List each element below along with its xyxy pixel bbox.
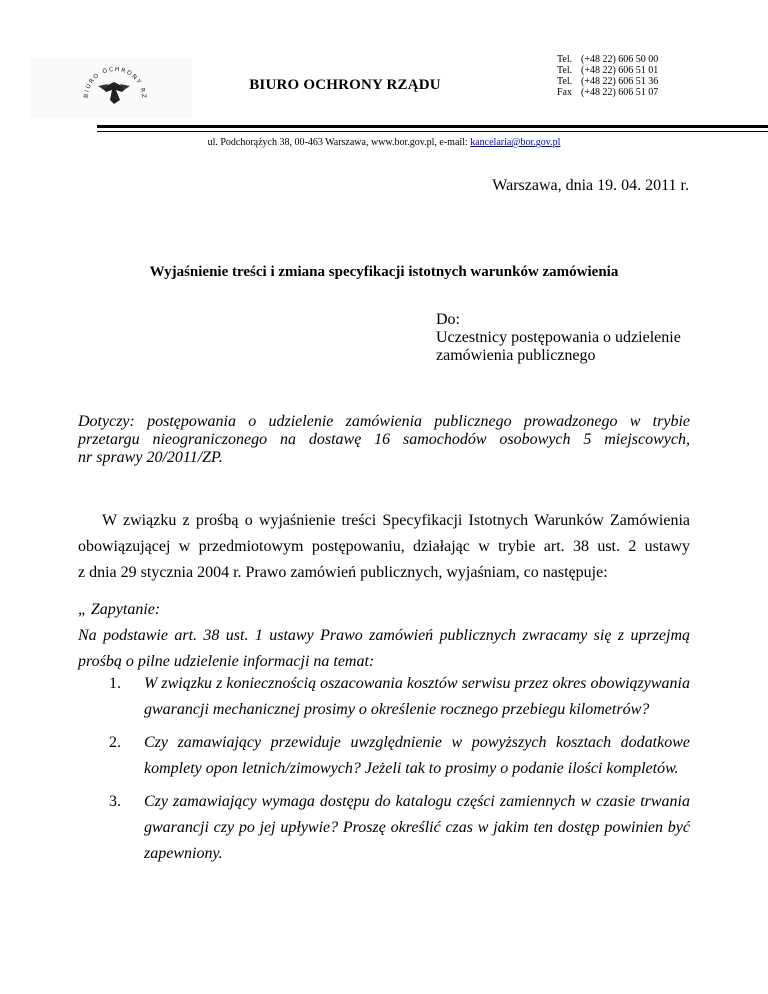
subject-paragraph	[78, 413, 690, 467]
subject-line: nr sprawy 20/2011/ZP.	[78, 449, 223, 466]
contact-value: (+48 22) 606 51 07	[581, 87, 659, 98]
contact-row	[557, 65, 658, 76]
contact-value: (+48 22) 606 51 01	[581, 65, 659, 76]
list-item	[78, 671, 690, 723]
email-link[interactable]: kancelaria@bor.gov.pl	[470, 137, 561, 148]
query-intro	[78, 597, 690, 675]
list-item	[78, 789, 690, 867]
list-item-line: komplety opon letnich/zimowych? Jeżeli tak to prosimy o podanie ilości kompletów.	[144, 760, 679, 777]
contact-list	[557, 54, 658, 98]
body-line: obowiązującej w przedmiotowym postępowaniu, działając w trybie art. 38 ust. 2 ustawy	[78, 538, 690, 555]
list-item-line: zapewniony.	[144, 845, 223, 862]
list-item-line: W związku z koniecznością oszacowania kosztów serwisu przez okres obowiązywania	[144, 675, 690, 692]
list-item-number: 3.	[109, 793, 121, 810]
list-item-number: 1.	[109, 675, 121, 692]
list-item-line: gwarancji mechanicznej prosimy o określenie rocznego przebiegu kilometrów?	[144, 701, 650, 718]
document-heading: Wyjaśnienie treści i zmiana specyfikacji istotnych warunków zamówienia	[149, 264, 619, 280]
contact-label: Tel.	[557, 54, 573, 65]
svg-text:BIURO OCHRONY RZĄDU: BIURO OCHRONY RZ	[82, 65, 148, 100]
contact-label: Tel.	[557, 76, 573, 87]
contact-label: Tel.	[557, 65, 573, 76]
contact-value: (+48 22) 606 50 00	[581, 54, 659, 65]
contact-row	[557, 76, 658, 87]
subject-line: przetargu nieograniczonego na dostawę 16 samochodów osobowych 5 miejscowych,	[78, 431, 690, 448]
organization-name: BIURO OCHRONY RZĄDU	[249, 77, 441, 93]
query-label: „ Zapytanie:	[78, 601, 161, 618]
header-divider-thick	[97, 125, 768, 128]
recipient-line: zamówienia publicznego	[436, 347, 596, 364]
query-line: Na podstawie art. 38 ust. 1 ustawy Prawo zamówień publicznych zwracamy się z uprzejmą	[78, 627, 690, 644]
eagle-emblem-icon	[30, 58, 192, 118]
list-item-number: 2.	[109, 734, 121, 751]
body-line: z dnia 29 stycznia 2004 r. Prawo zamówień publicznych, wyjaśniam, co następuje:	[78, 564, 608, 581]
address-text: ul. Podchorążych 38, 00-463 Warszawa, www.bor.gov.pl, e-mail:	[207, 137, 471, 148]
list-item-line: Czy zamawiający przewiduje uwzględnienie w powyższych kosztach dodatkowe	[144, 734, 690, 751]
list-item-line: Czy zamawiający wymaga dostępu do katalogu części zamiennych w czasie trwania	[144, 793, 690, 810]
query-list	[78, 671, 690, 874]
subject-line: Dotyczy: postępowania o udzielenie zamówienia publicznego prowadzonego w trybie	[78, 413, 690, 430]
contact-row	[557, 87, 658, 98]
contact-value: (+48 22) 606 51 36	[581, 76, 659, 87]
recipient-block	[436, 311, 681, 365]
recipient-line: Do:	[436, 311, 460, 328]
document-date: Warszawa, dnia 19. 04. 2011 r.	[492, 177, 689, 194]
contact-row	[557, 54, 658, 65]
address-line	[0, 137, 768, 148]
recipient-line: Uczestnicy postępowania o udzielenie	[436, 329, 681, 346]
body-paragraph	[78, 508, 690, 586]
logo	[30, 58, 192, 118]
list-item-line: gwarancji czy po jej upływie? Proszę określić czas w jakim ten dostęp powinien być	[144, 819, 690, 836]
contact-label: Fax	[557, 87, 572, 98]
body-line: W związku z prośbą o wyjaśnienie treści Specyfikacji Istotnych Warunków Zamówienia	[102, 512, 690, 529]
query-line: prośbą o pilne udzielenie informacji na temat:	[78, 653, 375, 670]
header-divider-thin	[97, 131, 768, 132]
list-item	[78, 730, 690, 782]
